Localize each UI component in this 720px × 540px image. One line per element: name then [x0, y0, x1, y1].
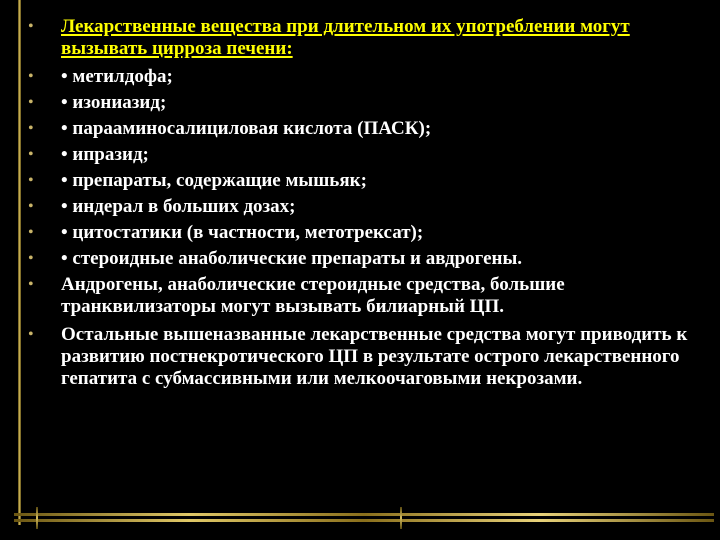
paragraph-text: Андрогены, анаболические стероидные средства, большие транквилизаторы могут вызывать билиарный ЦП.	[61, 274, 565, 317]
list-item-text: • метилдофа;	[61, 66, 173, 87]
list-item-heading	[20, 16, 710, 60]
list-item-text: • цитостатики (в частности, метотрексат);	[61, 222, 424, 243]
bullet-marker: •	[28, 94, 34, 111]
list-item-text: • препараты, содержащие мышьяк;	[61, 170, 367, 191]
list-item	[20, 66, 710, 88]
list-item-text: • стероидные анаболические препараты и авдрогены.	[61, 248, 523, 269]
list-item	[20, 92, 710, 114]
bullet-marker: •	[28, 198, 34, 215]
bullet-marker: •	[28, 68, 34, 85]
bullet-marker: •	[28, 18, 34, 35]
gold-tick-left	[36, 507, 38, 529]
list-item	[20, 118, 710, 140]
list-item-paragraph	[20, 324, 710, 390]
list-item	[20, 170, 710, 192]
list-item-paragraph	[20, 274, 710, 318]
list-item	[20, 248, 710, 270]
list-item	[20, 144, 710, 166]
gold-bar-bottom	[14, 519, 714, 522]
gold-bar-top	[14, 513, 714, 516]
bullet-list	[20, 16, 710, 394]
list-item-text: • изониазид;	[61, 92, 167, 113]
list-item	[20, 196, 710, 218]
bullet-marker: •	[28, 120, 34, 137]
bullet-marker: •	[28, 172, 34, 189]
list-item-text: • парааминосалициловая кислота (ПАСК);	[61, 118, 432, 139]
gold-frame-bottom	[14, 513, 714, 525]
bullet-marker: •	[28, 326, 34, 343]
bullet-marker: •	[28, 276, 34, 293]
list-item	[20, 222, 710, 244]
paragraph-text: Остальные вышеназванные лекарственные средства могут приводить к развитию постнекротического ЦП в результате острого лекарственного гепатита с субмассивными или мелкоочаговыми некрозами.	[61, 324, 688, 389]
bullet-marker: •	[28, 146, 34, 163]
list-item-text: • индерал в больших дозах;	[61, 196, 296, 217]
bullet-marker: •	[28, 224, 34, 241]
bullet-marker: •	[28, 250, 34, 267]
gold-tick-middle	[400, 507, 402, 529]
list-item-text: • ипразид;	[61, 144, 149, 165]
heading-text: Лекарственные вещества при длительном их употреблении могут вызывать цирроза печени:	[61, 16, 630, 59]
